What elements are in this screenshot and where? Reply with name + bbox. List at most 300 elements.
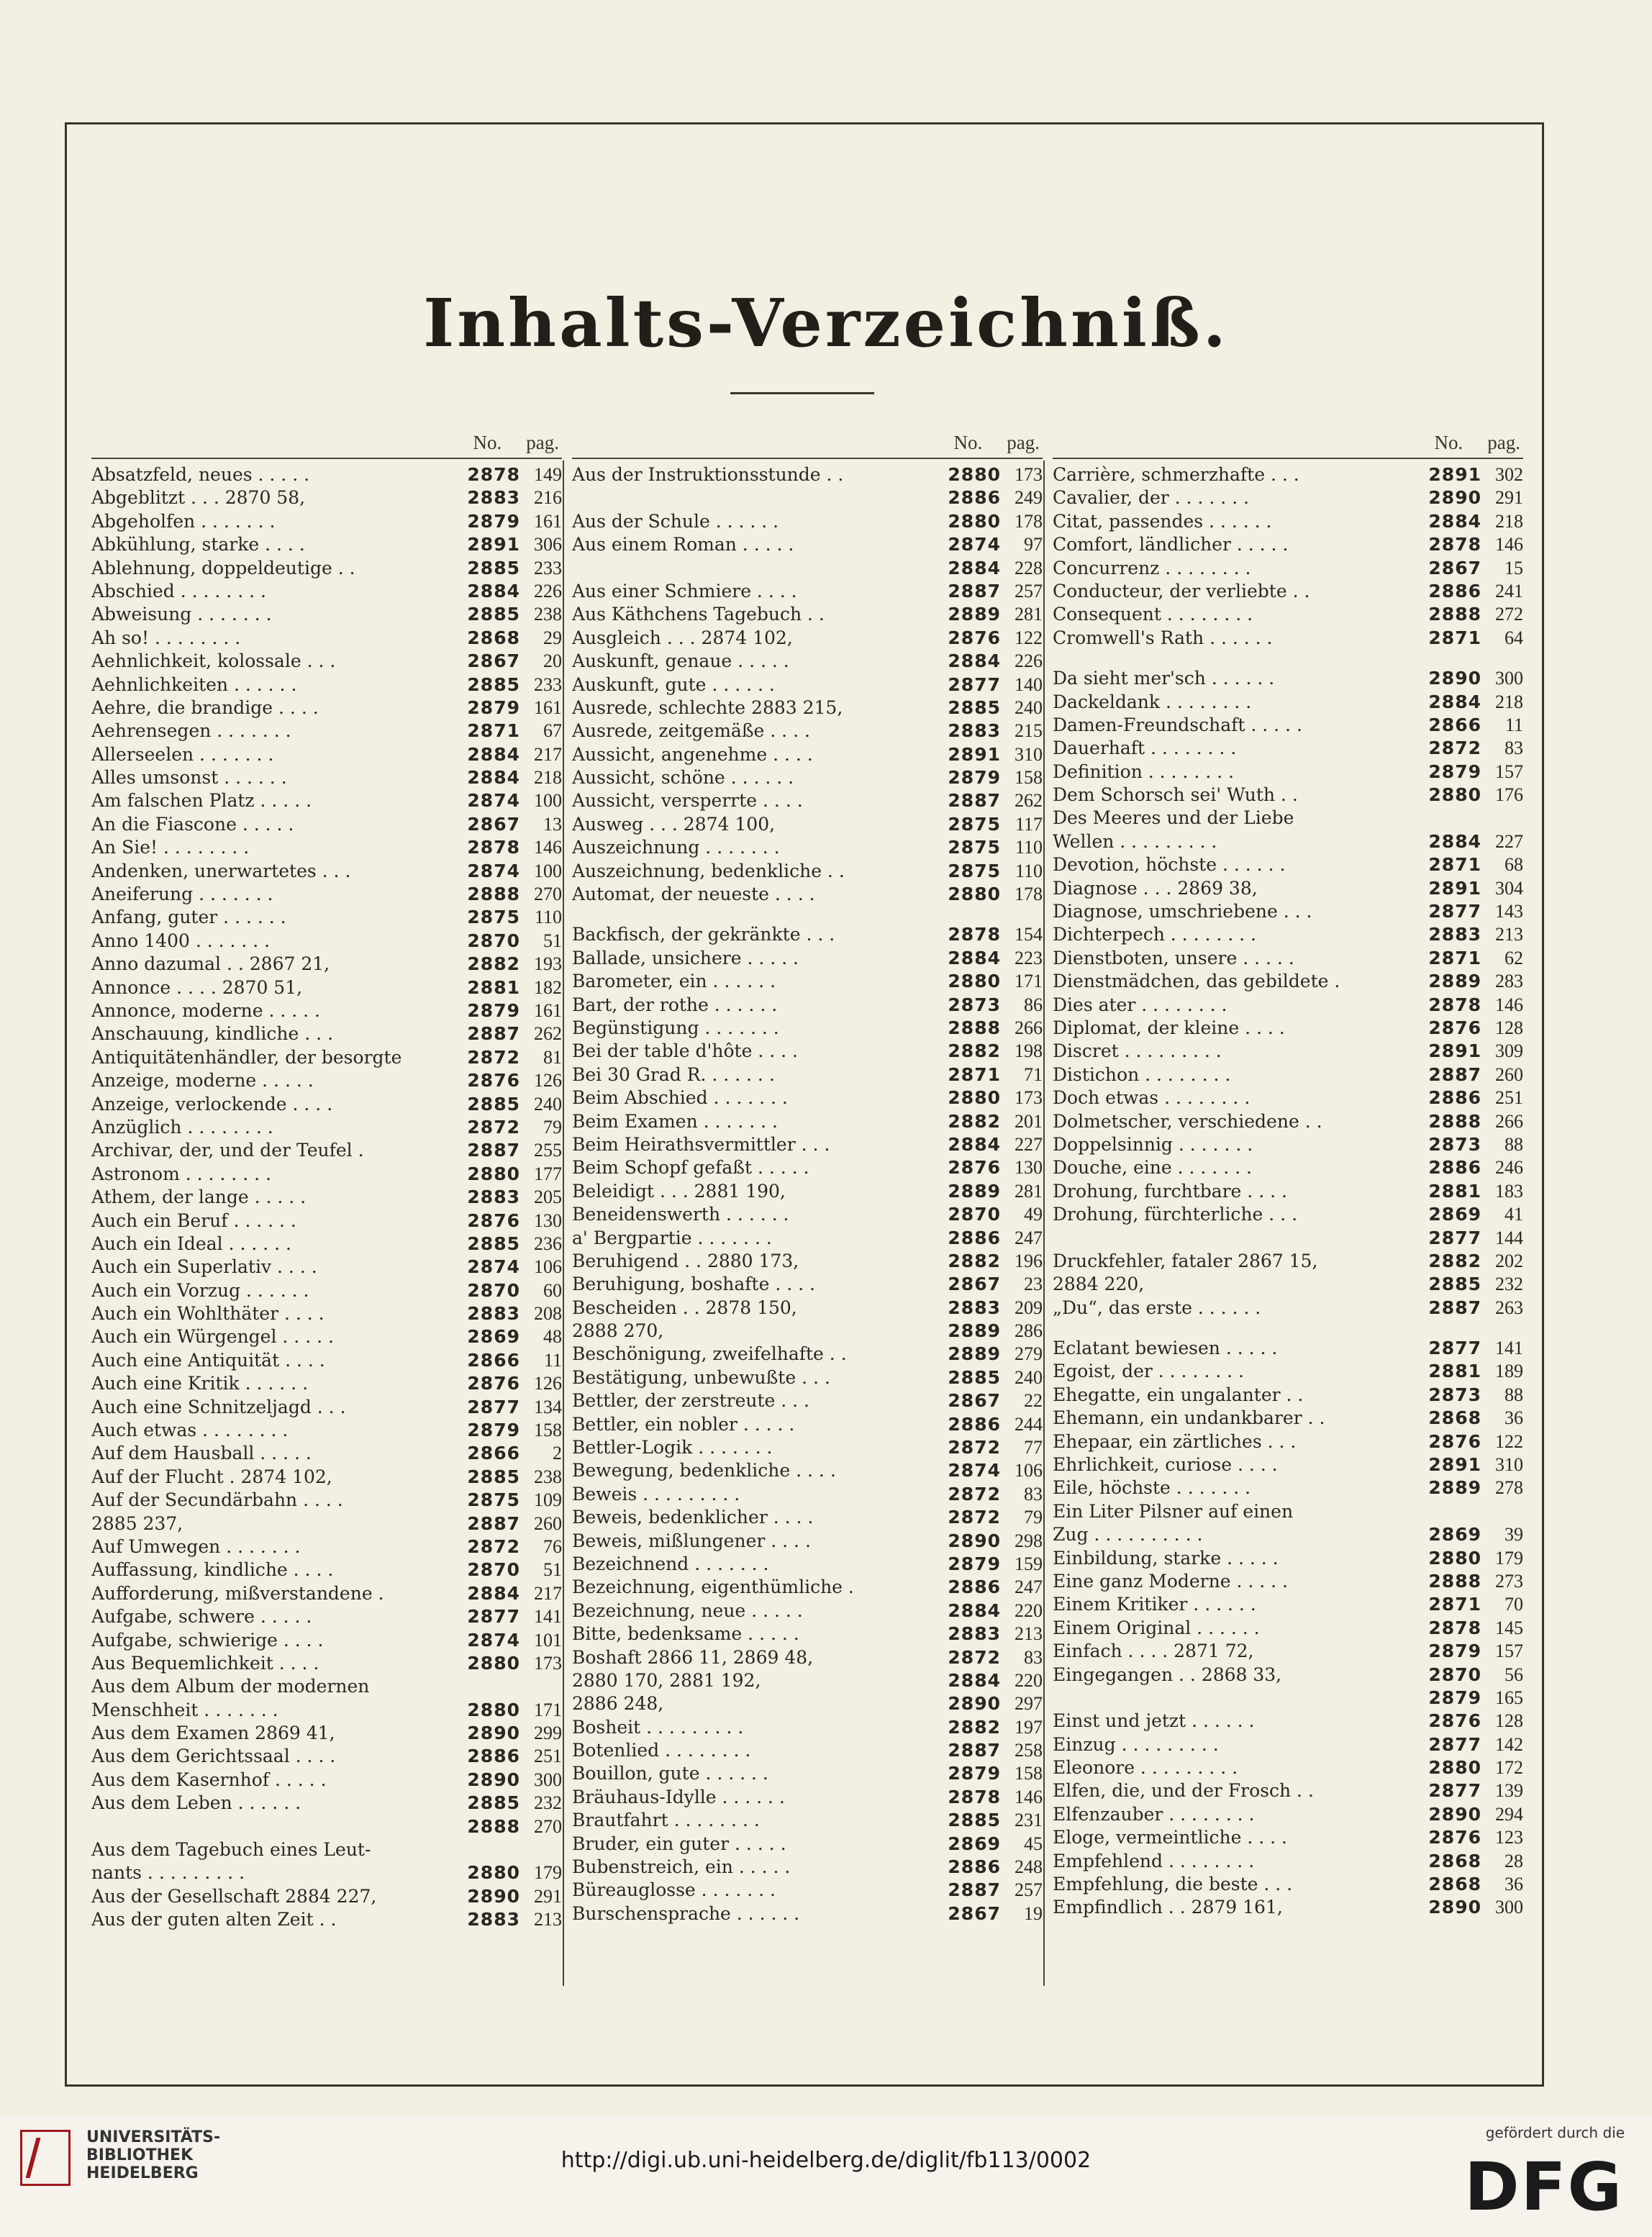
index-entry [1053,830,1523,853]
index-entry [91,1139,562,1162]
index-entry [91,860,562,883]
entry-title: Auszeichnung . . . . . . . [572,837,780,858]
entry-page: 218 [1495,691,1523,712]
entry-number: 2878 [1428,1617,1481,1638]
entry-page: 83 [1024,1483,1043,1505]
index-entry [572,1436,1043,1459]
entry-number: 2890 [467,1769,520,1790]
entry-page: 144 [1495,1227,1523,1248]
entry-title: Elfen, die, und der Frosch . . [1053,1780,1314,1802]
entry-title: Auch eine Kritik . . . . . . [91,1373,309,1394]
entry-title: Astronom . . . . . . . . [91,1163,271,1184]
index-entry [572,1692,1043,1715]
entry-page: 223 [1015,947,1043,968]
entry-number: 2878 [1428,534,1481,555]
entry-title: Eingegangen . . 2868 33, [1053,1664,1282,1685]
index-list [91,458,562,1932]
entry-page: 154 [1015,924,1043,945]
entry-number: 2874 [467,860,520,881]
entry-page: 41 [1504,1204,1523,1225]
index-entry [572,1343,1043,1366]
entry-page: 171 [534,1699,562,1720]
entry-number: 2867 [948,1390,1001,1412]
entry-number: 2884 [948,1669,1001,1691]
entry-title: Beim Heirathsvermittler . . . [572,1133,830,1155]
index-entry [1053,1156,1523,1179]
entry-number: 2872 [948,1507,1001,1528]
entry-title: Einfach . . . . 2871 72, [1053,1641,1254,1662]
entry-page: 146 [1015,1786,1043,1807]
entry-page: 106 [1015,1460,1043,1481]
index-entry [1053,947,1523,970]
entry-number: 2880 [467,1862,520,1884]
entry-number: 2879 [1428,761,1481,782]
entry-number: 2879 [948,1763,1001,1784]
header-no: No. [473,432,502,453]
entry-page: 161 [534,999,562,1021]
index-entry [1053,1384,1523,1407]
index-entry [91,906,562,929]
entry-number: 2867 [948,1274,1001,1295]
entry-number: 2884 [467,743,520,765]
index-entry [1053,1570,1523,1593]
entry-number: 2876 [948,1157,1001,1179]
index-entry [91,580,562,603]
column-header [572,432,1043,458]
entry-title: Ablehnung, doppeldeutige . . [91,557,355,578]
entry-page: 240 [534,1093,562,1115]
entry-number: 2871 [1428,947,1481,968]
entry-title: Aufgabe, schwere . . . . . [91,1606,312,1628]
index-entry [91,1489,562,1512]
entry-number: 2880 [948,971,1001,992]
entry-number: 2886 [1428,1087,1481,1109]
entry-number: 2886 [948,1227,1001,1248]
entry-number: 2890 [1428,1803,1481,1825]
entry-title: Annonce, moderne . . . . . [91,999,320,1021]
entry-page: 159 [1015,1553,1043,1574]
entry-title: Aus dem Gerichtssaal . . . . [91,1746,336,1767]
entry-number: 2888 [948,1017,1001,1038]
entry-page: 304 [1495,877,1523,899]
entry-page: 216 [534,487,562,509]
entry-title: Ausweg . . . 2874 100, [572,813,776,835]
index-entry [572,923,1043,946]
entry-title: Beneidenswerth . . . . . . [572,1204,789,1225]
entry-number: 2886 [948,1413,1001,1435]
entry-number: 2887 [948,1740,1001,1761]
entry-title: Brautfahrt . . . . . . . . [572,1810,760,1831]
index-entry [1053,1779,1523,1802]
entry-title: Diplomat, der kleine . . . . [1053,1017,1285,1038]
entry-number: 2890 [1428,668,1481,689]
column-divider [563,460,564,1986]
entry-number: 2872 [948,1483,1001,1505]
entry-number: 2880 [467,1163,520,1184]
index-entry [572,720,1043,743]
index-entry [1053,1826,1523,1849]
entry-page: 157 [1495,1641,1523,1662]
entry-title: Am falschen Platz . . . . . [91,790,312,812]
entry-number: 2879 [948,767,1001,789]
entry-title: Conducteur, der verliebte . . [1053,580,1310,602]
entry-page: 36 [1504,1874,1523,1895]
entry-page: 246 [1495,1157,1523,1179]
entry-page: 217 [534,1582,562,1604]
entry-number: 2876 [1428,1430,1481,1452]
entry-number: 2878 [467,837,520,858]
entry-page: 110 [534,907,562,928]
index-entry [572,1086,1043,1110]
index-entry [1053,877,1523,900]
index-entry [572,1483,1043,1506]
entry-number: 2882 [467,953,520,975]
index-entry [572,1320,1043,1343]
index-entry [91,1116,562,1139]
entry-title: Auf Umwegen . . . . . . . [91,1535,301,1557]
entry-title: Eclatant bewiesen . . . . . [1053,1338,1278,1359]
entry-title: Anfang, guter . . . . . . [91,907,286,928]
entry-number: 2885 [467,1792,520,1814]
index-entry [1053,580,1523,603]
entry-page: 263 [1495,1297,1523,1318]
index-entry [572,650,1043,673]
entry-number: 2884 [948,650,1001,672]
entry-page: 291 [1495,487,1523,509]
entry-number: 2877 [467,1606,520,1628]
entry-page: 110 [1015,860,1043,881]
dfg-logo[interactable]: DFG [1464,2148,1623,2225]
entry-number: 2876 [1428,1827,1481,1848]
index-list [572,458,1043,1925]
entry-number: 2867 [467,650,520,672]
entry-title: Ehegatte, ein ungalanter . . [1053,1384,1304,1405]
entry-page: 300 [534,1769,562,1790]
entry-page: 130 [534,1210,562,1231]
index-entry [91,1652,562,1675]
entry-title: Anzeige, moderne . . . . . [91,1070,314,1092]
entry-number: 2884 [1428,830,1481,852]
index-entry [572,1530,1043,1553]
index-entry [1053,1407,1523,1430]
entry-number: 2886 [948,487,1001,509]
entry-page: 226 [1015,650,1043,672]
entry-page: 2 [553,1443,562,1464]
entry-number: 2888 [467,1815,520,1837]
index-entry [91,1186,562,1209]
entry-number: 2885 [467,673,520,695]
entry-title: Eile, höchste . . . . . . . [1053,1477,1251,1499]
entry-number: 2868 [1428,1850,1481,1871]
entry-title: Aus Bequemlichkeit . . . . [91,1652,319,1674]
index-entry [1053,1850,1523,1873]
entry-page: 117 [1015,813,1043,835]
entry-title: Beschönigung, zweifelhafte . . [572,1343,847,1365]
entry-title: Bouillon, gute . . . . . . [572,1763,768,1784]
entry-title: Aus einer Schmiere . . . . [572,580,797,602]
index-entry [1053,1040,1523,1063]
entry-title: Begünstigung . . . . . . . [572,1017,779,1038]
entry-title: Ausrede, schlechte 2883 215, [572,696,843,718]
entry-page: 158 [1015,767,1043,789]
entry-page: 126 [534,1070,562,1092]
index-entry [91,1093,562,1116]
header-pag: pag. [1007,432,1040,453]
entry-number: 2890 [1428,487,1481,509]
index-entry [1053,1710,1523,1733]
index-entry [91,1163,562,1186]
entry-title: Abgeholfen . . . . . . . [91,510,276,532]
entry-number: 2880 [948,464,1001,485]
entry-title: Bei der table d'hôte . . . . [572,1040,798,1062]
index-entry [1053,1896,1523,1919]
index-entry [1053,784,1523,807]
index-entry [91,883,562,906]
index-entry [572,1017,1043,1040]
entry-page: 291 [534,1885,562,1907]
index-entry [1053,1133,1523,1156]
entry-title: Dolmetscher, verschiedene . . [1053,1110,1322,1132]
index-entry [91,696,562,720]
index-entry [1053,557,1523,580]
entry-title: An die Fiascone . . . . . [91,813,294,835]
entry-title: Des Meeres und der Liebe [1053,807,1294,829]
entry-number: 2872 [948,1646,1001,1668]
entry-page: 198 [1015,1040,1043,1062]
entry-number: 2891 [948,743,1001,765]
index-entry [572,1413,1043,1436]
entry-title: Egoist, der . . . . . . . . [1053,1361,1244,1382]
entry-page: 56 [1504,1664,1523,1685]
entry-page: 176 [1495,784,1523,806]
entry-page: 244 [1015,1413,1043,1435]
funded-by-label: gefördert durch die [1485,2124,1625,2141]
entry-page: 227 [1015,1133,1043,1155]
entry-page: 281 [1015,604,1043,625]
index-entry [91,813,562,836]
index-entry [572,533,1043,556]
entry-title: Ah so! . . . . . . . . [91,627,241,648]
entry-number: 2882 [948,1250,1001,1271]
index-entry [572,743,1043,766]
entry-page: 247 [1015,1576,1043,1598]
entry-page: 300 [1495,1897,1523,1918]
entry-page: 134 [534,1396,562,1417]
entry-page: 177 [534,1163,562,1184]
index-entry [91,1512,562,1535]
entry-title: Cromwell's Rath . . . . . . [1053,627,1273,648]
entry-number: 2880 [1428,1757,1481,1779]
entry-title: Aufgabe, schwierige . . . . [91,1629,324,1651]
entry-number: 2866 [467,1443,520,1464]
index-entry [1053,1664,1523,1687]
entry-number: 2891 [1428,1040,1481,1062]
entry-title: Auch ein Würgengel . . . . . [91,1326,334,1348]
index-entry [91,930,562,953]
entry-page: 64 [1504,627,1523,648]
entry-title: Bart, der rothe . . . . . . [572,994,778,1015]
index-entry [1053,853,1523,876]
entry-title: 2880 170, 2881 192, [572,1669,761,1691]
entry-title: Auch eine Antiquität . . . . [91,1349,325,1371]
entry-title: Aus dem Leben . . . . . . [91,1792,301,1814]
entry-title: Abweisung . . . . . . . [91,604,272,625]
index-entry [91,1325,562,1348]
index-entry [91,766,562,789]
index-entry [1053,737,1523,760]
entry-number: 2872 [948,1437,1001,1458]
entry-title: Athem, der lange . . . . . [91,1186,307,1208]
entry-number: 2879 [467,999,520,1021]
entry-title: Beleidigt . . . 2881 190, [572,1180,786,1202]
entry-number: 2871 [1428,1594,1481,1615]
entry-page: 157 [1495,761,1523,782]
entry-title: Distichon . . . . . . . . [1053,1063,1231,1085]
entry-page: 15 [1504,557,1523,578]
entry-number: 2884 [467,767,520,789]
index-entry [572,1063,1043,1086]
entry-title: Auf der Flucht . 2874 102, [91,1466,332,1487]
entry-page: 100 [534,790,562,812]
entry-title: Drohung, fürchterliche . . . [1053,1204,1298,1225]
entry-number: 2869 [467,1326,520,1348]
entry-page: 158 [534,1420,562,1441]
entry-page: 262 [1015,790,1043,812]
index-entry [1053,1017,1523,1040]
entry-title: Auffassung, kindliche . . . . [91,1559,334,1581]
entry-number: 2888 [467,884,520,905]
index-entry [1053,627,1523,650]
index-entry [1053,603,1523,626]
index-entry [91,1419,562,1442]
entry-number: 2877 [948,673,1001,695]
entry-page: 139 [1495,1780,1523,1802]
index-entry [91,557,562,580]
entry-title: Bosheit . . . . . . . . . [572,1716,744,1738]
entry-title: Bettler, ein nobler . . . . . [572,1413,795,1435]
index-entry [91,789,562,812]
index-column-2 [572,432,1043,1925]
entry-title: a' Bergpartie . . . . . . . [572,1227,772,1248]
entry-number: 2886 [1428,580,1481,602]
entry-page: 101 [534,1629,562,1651]
index-entry [572,1180,1043,1203]
index-entry [572,1273,1043,1296]
entry-number: 2884 [467,1582,520,1604]
index-entry [91,486,562,509]
entry-number: 2891 [1428,1454,1481,1476]
index-entry [91,836,562,859]
entry-number: 2880 [948,510,1001,532]
entry-page: 23 [1024,1274,1043,1295]
index-entry [572,836,1043,859]
index-entry [1053,1593,1523,1616]
entry-page: 83 [1024,1646,1043,1668]
entry-number: 2873 [1428,1133,1481,1155]
entry-page: 260 [534,1512,562,1534]
entry-page: 173 [1015,464,1043,485]
entry-page: 215 [1015,720,1043,742]
entry-number: 2885 [467,557,520,578]
entry-number: 2873 [948,994,1001,1015]
entry-number: 2880 [948,1087,1001,1109]
entry-page: 19 [1024,1902,1043,1924]
entry-title: Anzüglich . . . . . . . . [91,1116,273,1138]
entry-page: 130 [1015,1157,1043,1179]
entry-page: 205 [534,1186,562,1208]
entry-number: 2867 [467,813,520,835]
entry-number: 2887 [1428,1063,1481,1085]
index-entry [572,603,1043,626]
entry-page: 161 [534,510,562,532]
library-name-line: HEIDELBERG [86,2164,199,2182]
entry-number: 2890 [1428,1897,1481,1918]
entry-page: 233 [534,673,562,695]
entry-title: Dienstboten, unsere . . . . . [1053,947,1294,968]
entry-title: Dienstmädchen, das gebildete . [1053,971,1340,992]
entry-title: Aus dem Examen 2869 41, [91,1723,335,1744]
entry-number: 2884 [948,1133,1001,1155]
entry-page: 228 [1015,557,1043,578]
entry-number: 2872 [467,1535,520,1557]
entry-title: Auskunft, genaue . . . . . [572,650,789,672]
entry-number: 2877 [1428,1733,1481,1755]
entry-number: 2880 [467,1652,520,1674]
index-entry [91,650,562,673]
column-header [91,432,562,458]
entry-number: 2869 [1428,1524,1481,1546]
index-entry [91,463,562,486]
entry-title: Dauerhaft . . . . . . . . [1053,738,1237,759]
entry-title: Aehre, die brandige . . . . [91,696,319,718]
entry-number: 2871 [1428,627,1481,648]
entry-page: 281 [1015,1180,1043,1202]
entry-page: 197 [1015,1716,1043,1738]
permalink-url[interactable]: http://digi.ub.uni-heidelberg.de/diglit/fb113/0002 [560,2148,1092,2173]
index-entry [91,1442,562,1465]
entry-number: 2872 [467,1116,520,1138]
entry-number: 2883 [1428,924,1481,945]
entry-page: 306 [534,534,562,555]
entry-title: Automat, der neueste . . . . [572,884,815,905]
entry-page: 232 [1495,1274,1523,1295]
entry-number: 2885 [467,1466,520,1487]
index-entry [91,1861,562,1884]
index-entry [572,1203,1043,1226]
index-entry [91,743,562,766]
index-entry [572,1110,1043,1133]
index-entry [572,789,1043,812]
entry-number: 2888 [1428,1570,1481,1592]
entry-page: 22 [1024,1390,1043,1412]
entry-page: 309 [1495,1040,1523,1062]
index-entry [1053,1476,1523,1499]
entry-number: 2880 [467,1699,520,1720]
entry-number: 2888 [1428,1110,1481,1132]
index-entry [572,1739,1043,1762]
entry-number: 2889 [948,604,1001,625]
entry-number: 2874 [948,1460,1001,1481]
index-entry [1053,1500,1523,1523]
entry-title: Empfindlich . . 2879 161, [1053,1897,1283,1918]
entry-number: 2876 [948,627,1001,648]
entry-title: Barometer, ein . . . . . . [572,971,776,992]
entry-page: 173 [534,1652,562,1674]
entry-title: Empfehlung, die beste . . . [1053,1874,1293,1895]
entry-title: Aus Käthchens Tagebuch . . [572,604,825,625]
entry-page: 297 [1015,1693,1043,1715]
entry-page: 51 [543,1559,562,1581]
